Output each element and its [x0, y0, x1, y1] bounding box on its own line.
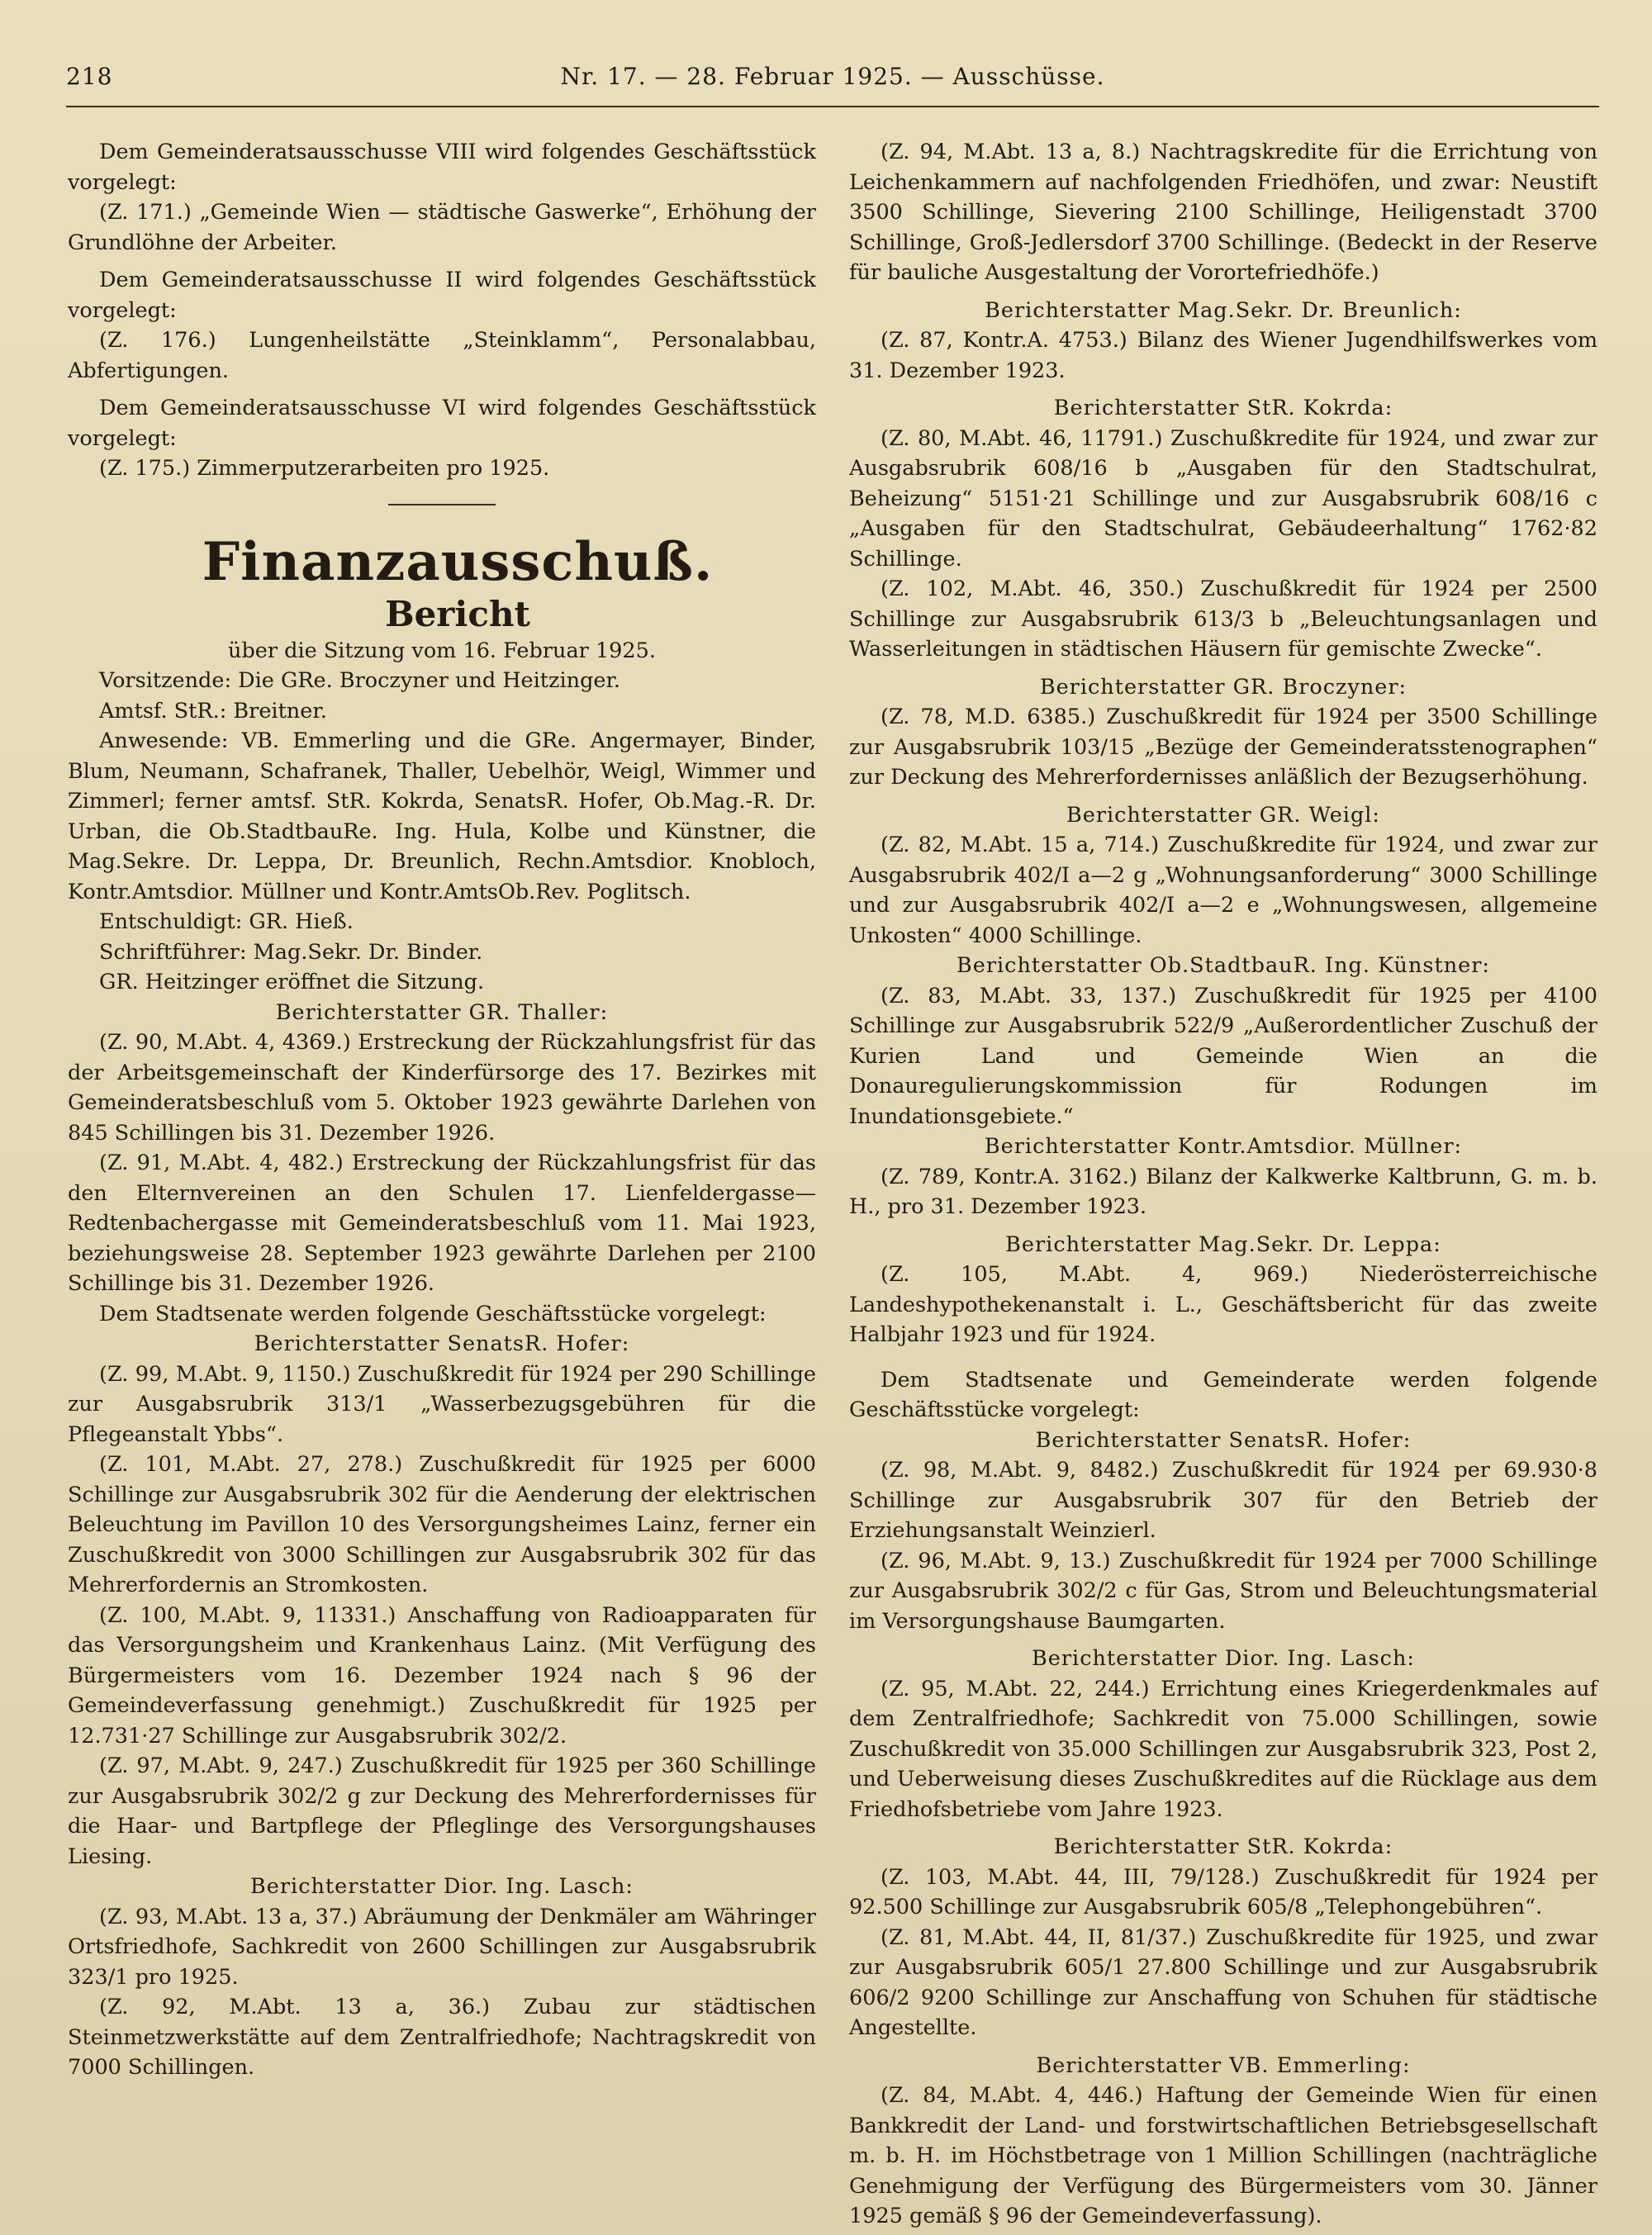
paragraph: Dem Gemeinderatsausschusse VI wird folgendes Geschäftsstück vorgelegt:: [68, 396, 816, 451]
section-heading: Finanzausschuß.: [202, 530, 714, 593]
agenda-item: (Z. 78, M.D. 6385.) Zuschußkredit für 1924 per 3500 Schillinge zur Ausgabsrubrik 103/15 „Bezüge der Gemeinderatsstenographen“ zur Deckung des Mehrerfordernisses anläßlich der Bezugserhöhung.: [849, 705, 1597, 790]
rapporteur-heading: Berichterstatter Dior. Ing. Lasch:: [250, 1874, 634, 1899]
agenda-item: (Z. 96, M.Abt. 9, 13.) Zuschußkredit für 1924 per 7000 Schillinge zur Ausgabsrubrik 302/2 c für Gas, Strom und Beleuchtungsmaterial im Versorgungshause Baumgarten.: [849, 1548, 1597, 1634]
rapporteur-heading: Berichterstatter Ob.StadtbauR. Ing. Künstner:: [956, 953, 1490, 978]
agenda-item: (Z. 84, M.Abt. 4, 446.) Haftung der Gemeinde Wien für einen Bankkredit der Land- und forstwirtschaftlichen Betriebsgesellschaft m. b. H. im Höchstbetrage von 1 Million Schillingen (nachträgliche Genehmigung der Verfügung des Bürgermeisters vom 30. Jänner 1925 gemäß § 96 der Gemeindeverfassung).: [849, 2083, 1597, 2228]
agenda-item: (Z. 100, M.Abt. 9, 11331.) Anschaffung von Radioapparaten für das Versorgungsheim und Krankenhaus Lainz. (Mit Verfügung des Bürgermeisters vom 16. Dezember 1924 nach § 96 der Gemeindeverfassung genehmigt.) Zuschußkredit für 1925 per 12.731·27 Schillinge zur Ausgabsrubrik 302/2.: [68, 1602, 816, 1749]
rapporteur-heading: Berichterstatter Mag.Sekr. Dr. Leppa:: [1005, 1231, 1441, 1257]
rapporteur-heading: Berichterstatter StR. Kokrda:: [1053, 1834, 1393, 1859]
running-title: Nr. 17. — 28. Februar 1925. — Ausschüsse.: [560, 63, 1105, 90]
agenda-item: (Z. 99, M.Abt. 9, 1150.) Zuschußkredit für 1924 per 290 Schillinge zur Ausgabsrubrik 313/1 „Wasserbezugsgebühren für die Pflegeanstalt Ybbs“.: [68, 1361, 816, 1447]
rapporteur-heading: Berichterstatter GR. Broczyner:: [1039, 674, 1408, 700]
paragraph: Dem Gemeinderatsausschusse II wird folgendes Geschäftsstück vorgelegt:: [68, 268, 816, 323]
right-column: [849, 137, 1597, 2232]
agenda-item: (Z. 90, M.Abt. 4, 4369.) Erstreckung der Rückzahlungsfrist für das der Arbeitsgemeinschaft der Kinderfürsorge des 17. Bezirkes mit Gemeinderatsbeschluß vom 5. Oktober 1923 gewährte Darlehen von 845 Schillingen bis 31. Dezember 1926.: [68, 1030, 816, 1146]
agenda-item: (Z. 80, M.Abt. 46, 11791.) Zuschußkredite für 1924, und zwar zur Ausgabsrubrik 608/16 b „Ausgaben für den Stadtschulrat, Beheizung“ 5151·21 Schillinge und zur Ausgabsrubrik 608/16 c „Ausgaben für den Stadtschulrat, Gebäudeerhaltung“ 1762·82 Schillinge.: [849, 425, 1597, 572]
excused-line: Entschuldigt: GR. Hieß.: [99, 909, 354, 934]
page-number: 218: [66, 63, 113, 90]
paragraph: (Z. 171.) „Gemeinde Wien — städtische Gaswerke“, Erhöhung der Grundlöhne der Arbeiter.: [68, 200, 816, 255]
paragraph: (Z. 175.) Zimmerputzerarbeiten pro 1925.: [99, 456, 550, 481]
agenda-item: (Z. 81, M.Abt. 44, II, 81/37.) Zuschußkredite für 1925, und zwar zur Ausgabsrubrik 605/1 27.800 Schillinge und zur Ausgabsrubrik 606/2 9200 Schillinge zur Anschaffung von Schuhen für städtische Angestellte.: [849, 1924, 1597, 2040]
paragraph: (Z. 176.) Lungenheilstätte „Steinklamm“, Personalabbau, Abfertigungen.: [68, 328, 816, 383]
amtsf-line: Amtsf. StR.: Breitner.: [99, 698, 327, 724]
paragraph: Dem Gemeinderatsausschusse VIII wird folgendes Geschäftsstück vorgelegt:: [68, 140, 816, 195]
agenda-item: (Z. 83, M.Abt. 33, 137.) Zuschußkredit für 1925 per 4100 Schillinge zur Ausgabsrubrik 522/9 „Außerordentlicher Zuschuß der Kurien Land und Gemeinde Wien an die Donauregulierungskommission für Rodungen im Inundationsgebiete.“: [849, 983, 1597, 1129]
agenda-item: (Z. 92, M.Abt. 13 a, 36.) Zubau zur städtischen Steinmetzwerkstätte auf dem Zentralfriedhofe; Nachtragskredit von 7000 Schillingen.: [68, 1995, 816, 2080]
rapporteur-heading: Berichterstatter SenatsR. Hofer:: [1035, 1427, 1412, 1453]
rapporteur-heading: Berichterstatter Mag.Sekr. Dr. Breunlich:: [985, 297, 1462, 323]
rapporteur-heading: Berichterstatter Dior. Ing. Lasch:: [1032, 1646, 1415, 1671]
rapporteur-heading: Berichterstatter SenatsR. Hofer:: [254, 1331, 630, 1356]
agenda-item: (Z. 95, M.Abt. 22, 244.) Errichtung eines Kriegerdenkmales auf dem Zentralfriedhofe; Sachkredit von 75.000 Schillingen, sowie Zuschußkredit von 35.000 Schillingen zur Ausgabsrubrik 323, Post 2, und Ueberweisung dieses Zuschußkredites auf die Rücklage aus dem Friedhofsbetriebe vom Jahre 1923.: [849, 1676, 1597, 1822]
section-intro: Dem Stadtsenate werden folgende Geschäftsstücke vorgelegt:: [99, 1301, 767, 1326]
page-header: [66, 58, 1599, 101]
agenda-item: (Z. 82, M.Abt. 15 a, 714.) Zuschußkredite für 1924, und zwar zur Ausgabsrubrik 402/I a—2 g „Wohnungsanforderung“ 3000 Schillinge und zur Ausgabsrubrik 402/I a—2 e „Wohnungswesen, allgemeine Unkosten“ 4000 Schillinge.: [849, 833, 1597, 948]
agenda-item: (Z. 101, M.Abt. 27, 278.) Zuschußkredit für 1925 per 6000 Schillinge zur Ausgabsrubrik 302 für die Aenderung der elektrischen Beleuchtung im Pavillon 10 des Versorgungsheimes Lainz, ferner ein Zuschußkredit von 3000 Schillingen zur Ausgabsrubrik 302 für das Mehrerfordernis an Stromkosten.: [68, 1452, 816, 1597]
agenda-item: (Z. 105, M.Abt. 4, 969.) Niederösterreichische Landeshypothekenanstalt i. L., Geschäftsbericht für das zweite Halbjahr 1923 und für 1924.: [849, 1262, 1597, 1347]
rapporteur-heading: Berichterstatter StR. Kokrda:: [1053, 396, 1393, 420]
chair-line: Vorsitzende: Die GRe. Broczyner und Heitzinger.: [99, 668, 620, 693]
agenda-item: (Z. 102, M.Abt. 46, 350.) Zuschußkredit für 1924 per 2500 Schillinge zur Ausgabsrubrik 613/3 b „Beleuchtungsanlagen und Wasserleitungen in städtischen Häusern für gemischte Zwecke“.: [849, 577, 1597, 662]
rapporteur-heading: Berichterstatter GR. Weigl:: [1066, 802, 1381, 828]
agenda-item: (Z. 87, Kontr.A. 4753.) Bilanz des Wiener Jugendhilfswerkes vom 31. Dezember 1923.: [849, 328, 1597, 383]
section-intro: Dem Stadtsenate und Gemeinderate werden folgende Geschäftsstücke vorgelegt:: [849, 1367, 1597, 1422]
agenda-item: (Z. 97, M.Abt. 9, 247.) Zuschußkredit für 1925 per 360 Schillinge zur Ausgabsrubrik 302/2 g zur Deckung des Mehrerfordernisses für die Haar- und Bartpflege der Pfleglinge des Versorgungshauses Liesing.: [68, 1753, 816, 1869]
rapporteur-heading: Berichterstatter GR. Thaller:: [275, 999, 609, 1025]
agenda-item: (Z. 98, M.Abt. 9, 8482.) Zuschußkredit für 1924 per 69.930·8 Schillinge zur Ausgabsrubrik 307 für den Betrieb der Erziehungsanstalt Weinzierl.: [849, 1458, 1597, 1543]
agenda-item: (Z. 94, M.Abt. 13 a, 8.) Nachtragskredite für die Errichtung von Leichenkammern auf nachfolgenden Friedhöfen, und zwar: Neustift 3500 Schillinge, Sievering 2100 Schillinge, Heiligenstadt 3700 Schillinge, Groß-Jedlersdorf 3700 Schillinge. (Bedeckt in der Reserve für bauliche Ausgestaltung der Vorortefriedhöfe.): [849, 140, 1597, 285]
session-line: über die Sitzung vom 16. Februar 1925.: [228, 638, 656, 663]
header-rule: [66, 106, 1599, 107]
agenda-item: (Z. 91, M.Abt. 4, 482.) Erstreckung der Rückzahlungsfrist für das den Elternvereinen an den Schulen 17. Lienfeldergasse—Redtenbachergasse mit Gemeinderatsbeschluß vom 11. Mai 1923, beziehungsweise 28. September 1923 gewährte Darlehen per 2100 Schillinge bis 31. Dezember 1926.: [68, 1151, 816, 1296]
opening-line: GR. Heitzinger eröffnet die Sitzung.: [99, 970, 485, 994]
rapporteur-heading: Berichterstatter VB. Emmerling:: [1036, 2052, 1411, 2078]
agenda-item: (Z. 93, M.Abt. 13 a, 37.) Abräumung der Denkmäler am Währinger Ortsfriedhofe, Sachkredit von 2600 Schillingen zur Ausgabsrubrik 323/1 pro 1925.: [68, 1904, 816, 1990]
secretary-line: Schriftführer: Mag.Sekr. Dr. Binder.: [99, 939, 483, 965]
agenda-item: (Z. 103, M.Abt. 44, III, 79/128.) Zuschußkredit für 1924 per 92.500 Schillinge zur Ausgabsrubrik 605/8 „Telephongebühren“.: [849, 1864, 1597, 1919]
left-column: [68, 137, 816, 2083]
agenda-item: (Z. 789, Kontr.A. 3162.) Bilanz der Kalkwerke Kaltbrunn, G. m. b. H., pro 31. Dezember 1923.: [849, 1164, 1597, 1219]
attendees: Anwesende: VB. Emmerling und die GRe. Angermayer, Binder, Blum, Neumann, Schafranek, Thaller, Uebelhör, Weigl, Wimmer und Zimmerl; ferner amtsf. StR. Kokrda, SenatsR. Hofer, Ob.Mag.-R. Dr. Urban, die Ob.StadtbauRe. Ing. Hula, Kolbe und Künstner, die Mag.Sekre. Dr. Leppa, Dr. Breunlich, Rechn.Amtsdior. Knobloch, Kontr.Amtsdior. Müllner und Kontr.AmtsOb.Rev. Poglitsch.: [68, 728, 816, 904]
section-divider: [388, 504, 496, 505]
section-subheading: Bericht: [385, 593, 530, 634]
rapporteur-heading: Berichterstatter Kontr.Amtsdior. Müllner:: [984, 1134, 1463, 1159]
